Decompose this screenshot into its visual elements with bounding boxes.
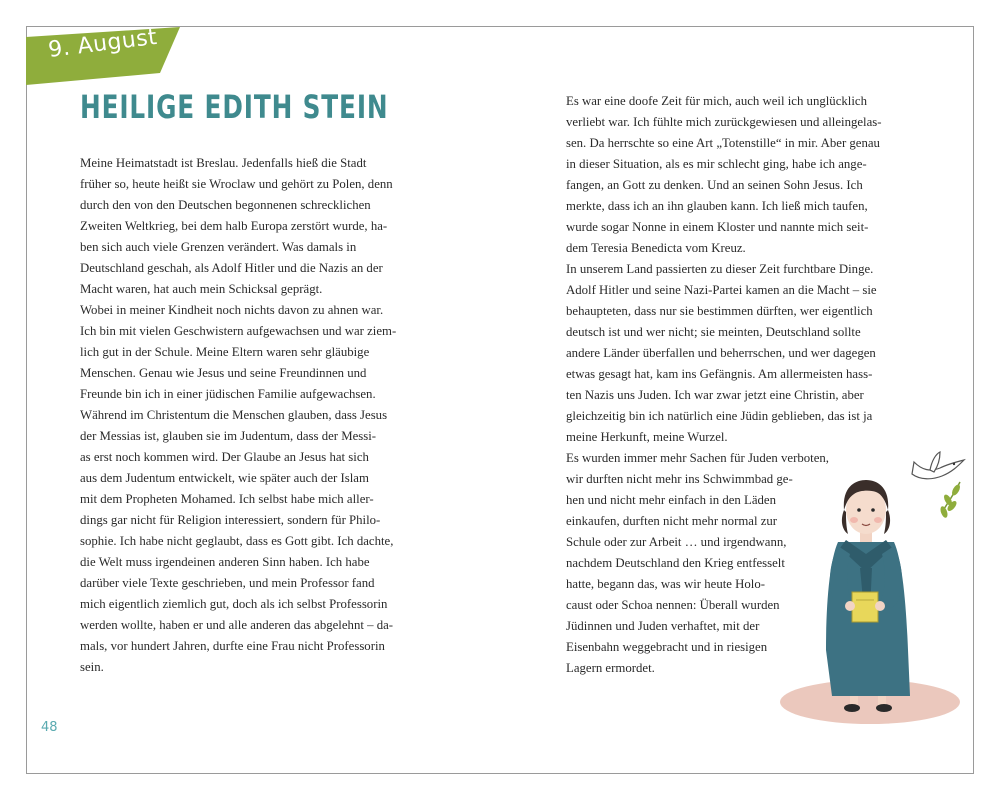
page-title: HEILIGE EDITH STEIN — [80, 88, 389, 126]
text-line: Macht waren, hat auch mein Schicksal geprägt. — [80, 282, 323, 296]
text-line: hatte, begann das, was wir heute Holo- — [566, 577, 766, 591]
figure-illustration — [826, 480, 910, 712]
text-line: durch den von den Deutschen begonnenen schrecklichen — [80, 198, 371, 212]
text-line: behaupteten, dass nur sie bestimmen dürften, wer eigentlich — [566, 304, 873, 318]
text-line: Während im Christentum die Menschen glauben, dass Jesus — [80, 408, 388, 422]
text-line: In unserem Land passierten zu dieser Zeit furchtbare Dinge. — [566, 262, 874, 276]
text-line: Eisenbahn weggebracht und in riesigen — [566, 640, 768, 654]
text-line: die Welt muss irgendeinen anderen Sinn haben. Ich habe — [80, 555, 370, 569]
text-line: verliebt war. Ich fühlte mich zurückgewiesen und alleingelas- — [566, 115, 882, 129]
text-line: darüber viele Texte geschrieben, und mein Professor fand — [80, 576, 375, 590]
text-line: Es wurden immer mehr Sachen für Juden verboten, — [566, 451, 829, 465]
dove-icon — [912, 452, 964, 519]
text-line: ten Nazis uns Juden. Ich war zwar jetzt eine Christin, aber — [566, 388, 864, 402]
text-line: Es war eine doofe Zeit für mich, auch weil ich unglücklich — [566, 94, 867, 108]
text-line: der Messias ist, glauben sie im Judentum, dass der Messi- — [80, 429, 377, 443]
text-line: Lagern ermordet. — [566, 661, 655, 675]
text-line: Meine Heimatstadt ist Breslau. Jedenfalls hieß die Stadt — [80, 156, 367, 170]
text-line: werden wollte, haben er und alle anderen das abgelehnt – da- — [80, 618, 394, 632]
text-line: Schule oder zur Arbeit … und irgendwann, — [566, 535, 787, 549]
text-line: früher so, heute heißt sie Wroclaw und gehört zu Polen, denn — [80, 177, 393, 191]
text-line: sein. — [80, 660, 104, 674]
text-line: sen. Da herrschte so eine Art „Totenstille“ in mir. Aber genau — [566, 136, 880, 150]
text-line: Wobei in meiner Kindheit noch nichts davon zu ahnen war. — [80, 303, 384, 317]
date-label: 9. August — [46, 24, 159, 63]
edith-stein-illustration — [780, 450, 970, 730]
text-line: Ich bin mit vielen Geschwistern aufgewachsen und war ziem- — [80, 324, 397, 338]
text-line: Deutschland geschah, als Adolf Hitler und die Nazis an der — [80, 261, 383, 275]
text-line: fangen, an Gott zu denken. Und an seinen Sohn Jesus. Ich — [566, 178, 863, 192]
page-number: 48 — [41, 720, 58, 735]
text-line: hen und nicht mehr einfach in den Läden — [566, 493, 777, 507]
text-line: lich gut in der Schule. Meine Eltern waren sehr gläubige — [80, 345, 370, 359]
text-line: deutsch ist und wer nicht; sie meinten, Deutschland sollte — [566, 325, 861, 339]
text-line: etwas gesagt hat, kam ins Gefängnis. Am allermeisten hass- — [566, 367, 873, 381]
text-line: sophie. Ich habe nicht geglaubt, dass es Gott gibt. Ich dachte, — [80, 534, 394, 548]
text-line: mit dem Propheten Mohamed. Ich selbst habe mich aller- — [80, 492, 374, 506]
text-line: andere Länder überfallen und beherrschen, und wer dagegen — [566, 346, 876, 360]
text-line: ben sich auch viele Grenzen verändert. Was damals in — [80, 240, 357, 254]
text-line: Freunde bin ich in einer jüdischen Familie aufgewachsen. — [80, 387, 376, 401]
text-line: dings gar nicht für Religion interessiert, sondern für Philo- — [80, 513, 381, 527]
text-line: nachdem Deutschland den Krieg entfesselt — [566, 556, 785, 570]
text-line: in dieser Situation, als es mir schlecht ging, habe ich ange- — [566, 157, 867, 171]
text-line: Adolf Hitler und seine Nazi-Partei kamen an die Macht – sie — [566, 283, 877, 297]
text-line: meine Herkunft, meine Wurzel. — [566, 430, 728, 444]
text-line: caust oder Schoa nennen: Überall wurden — [566, 598, 780, 612]
text-line: aus dem Judentum entwickelt, wie später auch der Islam — [80, 471, 369, 485]
text-line: Menschen. Genau wie Jesus und seine Freundinnen und — [80, 366, 367, 380]
left-text-column — [80, 153, 436, 678]
text-line: wir durften nicht mehr ins Schwimmbad ge- — [566, 472, 793, 486]
text-line: mich eigentlich ziemlich gut, doch als ich selbst Professorin — [80, 597, 388, 611]
text-line: dem Teresia Benedicta vom Kreuz. — [566, 241, 746, 255]
text-line: einkaufen, durften nicht mehr normal zur — [566, 514, 778, 528]
text-line: Zweiten Weltkrieg, bei dem halb Europa zerstört wurde, ha- — [80, 219, 388, 233]
text-line: mals, vor hundert Jahren, durfte eine Frau nicht Professorin — [80, 639, 385, 653]
text-line: gleichzeitig bin ich natürlich eine Jüdin geblieben, das ist ja — [566, 409, 873, 423]
text-line: wurde sogar Nonne in einem Kloster und nannte mich seit- — [566, 220, 869, 234]
text-line: Jüdinnen und Juden verhaftet, mit der — [566, 619, 760, 633]
text-line: merkte, dass ich an ihn glauben kann. Ich ließ mich taufen, — [566, 199, 868, 213]
left-paragraph — [80, 153, 436, 678]
text-line: as erst noch kommen wird. Der Glaube an Jesus hat sich — [80, 450, 369, 464]
